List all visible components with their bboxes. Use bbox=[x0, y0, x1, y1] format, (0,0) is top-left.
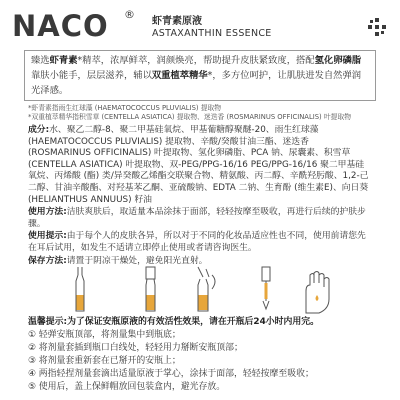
brand-mark-icon bbox=[368, 18, 386, 36]
intro-text: 臻选 bbox=[31, 55, 50, 66]
tips-lead: 为了保证安瓶原液的有效活性效果，请在开瓶后24小时内用完。 bbox=[67, 317, 320, 327]
product-title-en: ASTAXANTHIN ESSENCE bbox=[152, 28, 272, 39]
intro-text: *，多方位呵护，让肌肤进发自然弹润光泽感。 bbox=[31, 70, 362, 96]
intro-highlight: 双重植萃精华 bbox=[151, 70, 208, 81]
ampoule-sleeve-icon bbox=[146, 267, 155, 311]
ingredients-section bbox=[28, 125, 370, 206]
product-details bbox=[28, 125, 370, 268]
product-intro-box bbox=[24, 50, 376, 101]
tips-step: ⑤ 使用后，盖上保鲜帽放回包装盒内，避光存放。 bbox=[28, 382, 226, 392]
tips-step: ① 轻弹安瓶顶部，将剂量集中到瓶底； bbox=[28, 330, 181, 340]
tips-title: 温馨提示: bbox=[28, 317, 68, 327]
footnote: *双重植萃精华指积雪草 (CENTELLA ASIATICA) 提取物、迷迭香 (ROSMARINUS OFFICINALIS) 叶提取物 bbox=[28, 113, 352, 121]
tips-step: ③ 将剂量套重新套在已掰开的安瓶上； bbox=[28, 356, 181, 366]
ingredients-text: 水、聚乙二醇-8、聚二甲基硅氧烷、甲基葡糖醇聚醚-20、雨生红球藻 (HAEMATOCOCCUS PLUVIALIS) 提取物、辛酸/癸酸甘油三酯、迷迭香 (ROSMARINUS OFFICINALIS) 叶提取物、氢化卵磷脂、PCA 钠、尿囊素、积雪草 (CENTELLA ASIATICA) 叶提取物、双-PEG/PPG-16/16 PEG/PPG-16/16 聚二甲基硅氧烷、丙烯酸 (酯) 类/异癸酸乙烯酯交联聚合物、精氨酸、丙二醇、辛酰羟肟酸、1,2-己二醇、甘油辛酸酯、对羟基苯乙酮、亚硫酸钠、EDTA 二钠、生育酚 (维生素E)、向日葵 (HELIANTHUS ANNUUS) 籽油 bbox=[28, 125, 369, 205]
ampoule-icon bbox=[76, 267, 84, 311]
ingredients-label: 成分: bbox=[28, 125, 50, 135]
tips-lead-line bbox=[28, 316, 370, 329]
usage-section bbox=[28, 207, 370, 230]
storage-label: 保存方法: bbox=[28, 255, 67, 266]
intro-highlight: 虾青素 bbox=[49, 55, 78, 66]
tips-steps bbox=[28, 329, 370, 394]
caution-section bbox=[28, 231, 370, 254]
caution-label: 使用提示: bbox=[28, 231, 67, 242]
tips-step: ② 将剂量套插到瓶口白线处，轻轻用力掰断安瓶顶部； bbox=[28, 343, 243, 353]
palm-drop-icon bbox=[306, 272, 329, 314]
ampoule-snap-icon bbox=[198, 267, 215, 311]
intro-text: 靠肤小能手，层层滋养，辅以 bbox=[31, 70, 152, 81]
product-title-cn: 虾青素原液 bbox=[152, 16, 202, 27]
brand-logo: NACO bbox=[12, 9, 109, 43]
tips-section bbox=[28, 316, 370, 394]
intro-highlight: 氢化卵磷脂 bbox=[314, 55, 362, 66]
tips-step: ④ 两指轻捏剂量套滴出适量原液于掌心，涂抹于面部，轻轻按摩至吸收； bbox=[28, 369, 314, 379]
usage-illustrations bbox=[48, 265, 358, 315]
registered-mark: ® bbox=[124, 8, 135, 21]
dropper-icon bbox=[262, 267, 270, 309]
caution-text: 由于每个人的皮肤各异，所以对于不同的化妆品适应性也不同，使用前请您先在耳后试用，如发生不适请立即停止使用或者请咨询医生。 bbox=[28, 231, 366, 253]
storage-text: 请置于阴凉干燥处，避免阳光直射。 bbox=[66, 255, 208, 266]
usage-text: 洁肤爽肤后，取适量本品涂抹于面部，轻轻按摩至吸收，再进行后续的护肤步骤。 bbox=[28, 207, 366, 229]
footnotes bbox=[28, 104, 368, 122]
intro-text: *精萃，浓厚鲜萃，润颜焕亮，帮助提升皮肤紧致度，搭配 bbox=[77, 55, 315, 66]
usage-label: 使用方法: bbox=[28, 207, 67, 218]
header bbox=[12, 6, 388, 46]
footnote: *虾青素指雨生红球藻 (HAEMATOCOCCUS PLUVIALIS) 提取物 bbox=[28, 104, 222, 112]
